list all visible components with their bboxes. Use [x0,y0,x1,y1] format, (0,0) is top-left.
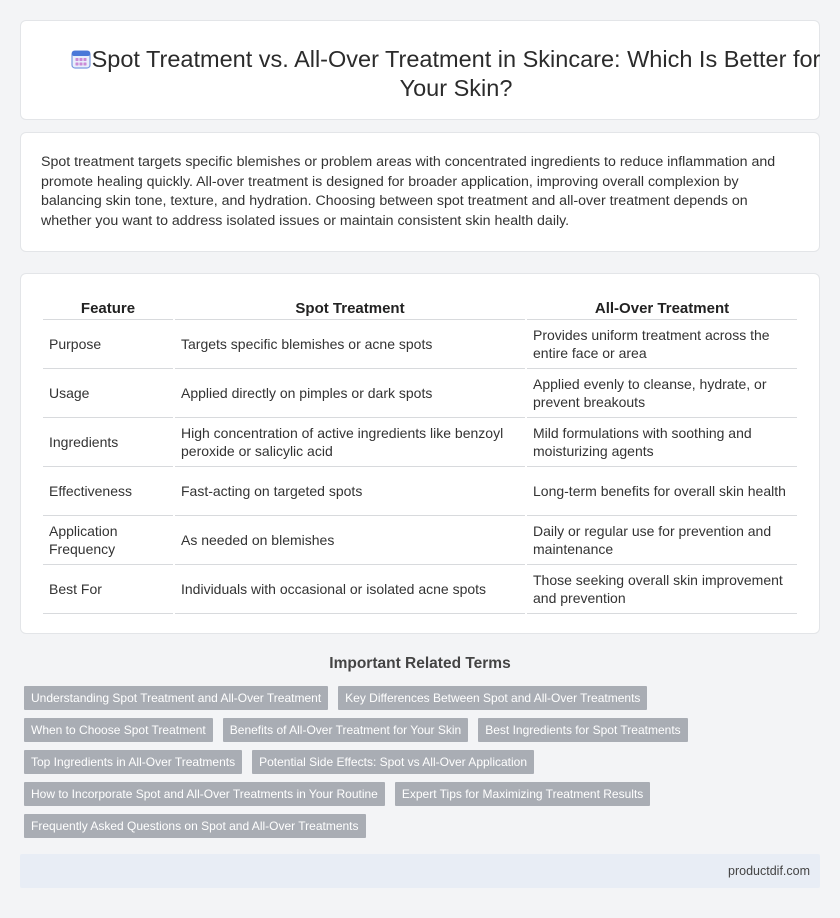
table-row [43,565,797,614]
related-term-tag[interactable]: Best Ingredients for Spot Treatments [478,718,687,742]
row-all-over: Mild formulations with soothing and moisturizing agents [527,418,797,467]
related-terms-heading: Important Related Terms [329,655,511,672]
related-term-tag[interactable]: Key Differences Between Spot and All-Over Treatments [338,686,647,710]
page-title: Spot Treatment vs. All-Over Treatment in Skincare: Which Is Better for Your Skin? [91,46,821,101]
row-feature: Ingredients [43,418,173,467]
comparison-table-card [20,273,820,634]
related-term-tag[interactable]: Benefits of All-Over Treatment for Your Skin [223,718,468,742]
row-feature: Best For [43,565,173,614]
footer-site-link[interactable]: productdif.com [728,864,810,878]
row-all-over: Daily or regular use for prevention and maintenance [527,516,797,565]
intro-paragraph: Spot treatment targets specific blemishes or problem areas with concentrated ingredients to reduce inflammation and promote healing quickly. All-over treatment is designed for broader application, improving overall complexion by balancing skin tone, texture, and hydration. Choosing between spot treatment and all-over treatment depends on whether you want to address isolated issues or maintain consistent skin health daily. [41,154,776,229]
row-spot: As needed on blemishes [175,516,525,565]
row-spot: Individuals with occasional or isolated acne spots [175,565,525,614]
row-feature: Purpose [43,320,173,369]
header-all-over-treatment: All-Over Treatment [527,296,797,320]
related-term-tag[interactable]: When to Choose Spot Treatment [24,718,213,742]
table-row [43,418,797,467]
calendar-grid-icon [69,47,93,71]
header-spot-treatment: Spot Treatment [175,296,525,320]
row-spot: Applied directly on pimples or dark spots [175,369,525,418]
related-term-tag[interactable]: Potential Side Effects: Spot vs All-Over Application [252,750,534,774]
related-term-tag[interactable]: Frequently Asked Questions on Spot and All-Over Treatments [24,814,366,838]
row-all-over: Those seeking overall skin improvement and prevention [527,565,797,614]
row-spot: Fast-acting on targeted spots [175,467,525,516]
related-term-tag[interactable]: Understanding Spot Treatment and All-Over Treatment [24,686,328,710]
row-feature: Effectiveness [43,467,173,516]
table-row [43,516,797,565]
table-header-row [43,296,797,320]
row-spot: Targets specific blemishes or acne spots [175,320,525,369]
related-terms-list [20,686,820,838]
table-row [43,467,797,516]
row-feature: Usage [43,369,173,418]
related-term-tag[interactable]: How to Incorporate Spot and All-Over Treatments in Your Routine [24,782,385,806]
row-spot: High concentration of active ingredients like benzoyl peroxide or salicylic acid [175,418,525,467]
related-term-tag[interactable]: Expert Tips for Maximizing Treatment Results [395,782,650,806]
row-feature: Application Frequency [43,516,173,565]
table-row [43,369,797,418]
title-card [20,20,820,120]
related-term-tag[interactable]: Top Ingredients in All-Over Treatments [24,750,242,774]
row-all-over: Provides uniform treatment across the entire face or area [527,320,797,369]
table-row [43,320,797,369]
footer [20,854,820,888]
intro-card [20,132,820,252]
comparison-table [41,296,799,614]
row-all-over: Applied evenly to cleanse, hydrate, or prevent breakouts [527,369,797,418]
row-all-over: Long-term benefits for overall skin health [527,467,797,516]
header-feature: Feature [43,296,173,320]
